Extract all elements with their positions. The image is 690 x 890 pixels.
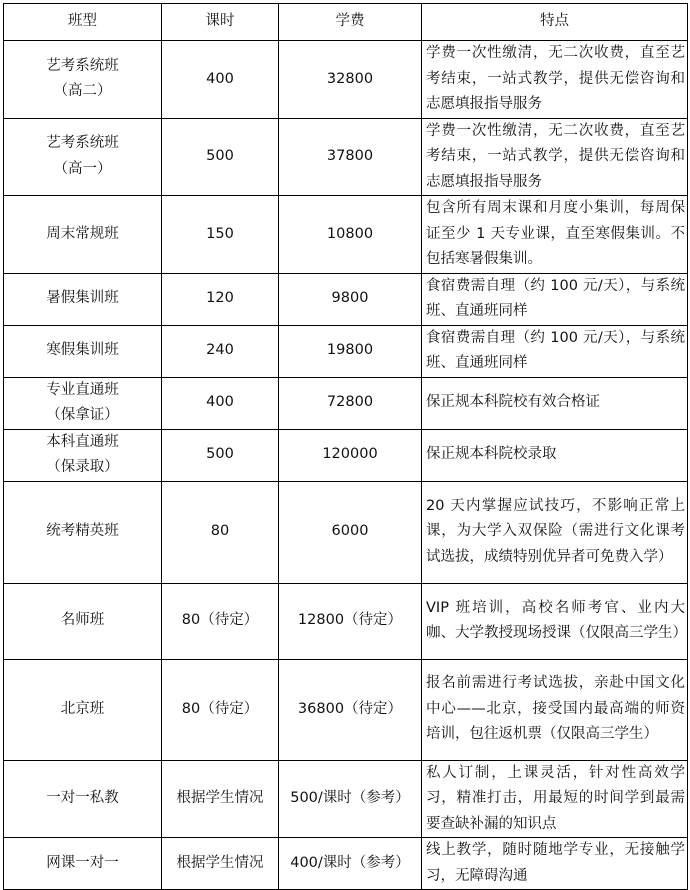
type-cell: [4, 273, 162, 325]
type-cell: [4, 429, 162, 481]
fee-cell: 32800: [279, 41, 422, 119]
feature-cell: 20 天内掌握应试技巧，不影响正常上课，为大学入双保险（需进行文化课考试选拔，成绩特别优异者可免费入学）: [422, 481, 688, 583]
type-line: 统考精英班: [46, 523, 119, 540]
feature-cell: 报名前需进行考试选拔，亲赴中国文化中心——北京，接受国内最高端的师资培训，包往返机票（仅限高三学生）: [422, 659, 688, 760]
header-row: [4, 4, 688, 41]
feature-cell: 食宿费需自理（约 100 元/天），与系统班、直通班同样: [422, 273, 688, 325]
type-line: 寒假集训班: [46, 342, 119, 359]
type-cell: [4, 760, 162, 838]
feature-cell: 保正规本科院校有效合格证: [422, 377, 688, 429]
feature-cell: 线上教学，随时随地学专业，无接触学习，无障碍沟通: [422, 838, 688, 890]
type-line: 本科直通班: [46, 433, 119, 450]
type-cell: [4, 583, 162, 659]
header-hours: 课时: [162, 4, 279, 41]
hours-cell: 400: [162, 41, 279, 119]
table-row: [4, 273, 688, 325]
table-row: [4, 481, 688, 583]
type-cell: [4, 118, 162, 196]
type-cell: [4, 377, 162, 429]
type-line: （保拿证）: [46, 407, 119, 423]
type-line: 艺考系统班: [46, 57, 119, 74]
table-row: [4, 118, 688, 196]
table-row: [4, 41, 688, 119]
type-cell: [4, 481, 162, 583]
table-row: [4, 377, 688, 429]
fee-cell: 19800: [279, 325, 422, 377]
table-row: [4, 760, 688, 838]
hours-cell: 80（待定）: [162, 583, 279, 659]
type-line: 名师班: [60, 612, 105, 629]
header-fee: 学费: [279, 4, 422, 41]
hours-cell: 150: [162, 196, 279, 274]
table-row: [4, 659, 688, 760]
table-row: [4, 838, 688, 890]
type-line: 艺考系统班: [46, 135, 119, 152]
table-row: [4, 429, 688, 481]
type-cell: [4, 41, 162, 119]
hours-cell: 240: [162, 325, 279, 377]
fee-cell: 72800: [279, 377, 422, 429]
feature-cell: 食宿费需自理（约 100 元/天），与系统班、直通班同样: [422, 325, 688, 377]
hours-cell: 根据学生情况: [162, 838, 279, 890]
fee-cell: 6000: [279, 481, 422, 583]
fee-cell: 37800: [279, 118, 422, 196]
feature-cell: 学费一次性缴清，无二次收费，直至艺考结束，一站式教学，提供无偿咨询和志愿填报指导服务: [422, 118, 688, 196]
hours-cell: 500: [162, 429, 279, 481]
hours-cell: 120: [162, 273, 279, 325]
type-line: （高一）: [53, 160, 112, 177]
type-line: 北京班: [60, 700, 105, 717]
feature-cell: VIP 班培训，高校名师考官、业内大咖、大学教授现场授课（仅限高三学生）: [422, 583, 688, 659]
table-row: [4, 325, 688, 377]
hours-cell: 500: [162, 118, 279, 196]
type-cell: [4, 325, 162, 377]
type-line: （保录取）: [46, 459, 119, 475]
type-line: 周末常规班: [46, 225, 119, 242]
type-line: 专业直通班: [46, 381, 119, 398]
header-feature: 特点: [422, 4, 688, 41]
header-type: 班型: [4, 4, 162, 41]
type-cell: [4, 196, 162, 274]
fee-cell: 500/课时（参考）: [279, 760, 422, 838]
type-cell: [4, 659, 162, 760]
type-line: 暑假集训班: [46, 290, 119, 307]
table-row: [4, 196, 688, 274]
fee-cell: 36800（待定）: [279, 659, 422, 760]
feature-cell: 学费一次性缴清，无二次收费，直至艺考结束，一站式教学，提供无偿咨询和志愿填报指导服务: [422, 41, 688, 119]
type-line: （高二）: [53, 83, 112, 100]
type-line: 网课一对一: [46, 854, 119, 871]
hours-cell: 400: [162, 377, 279, 429]
feature-cell: 私人订制，上课灵活，针对性高效学习，精准打击，用最短的时间学到最需要查缺补漏的知识点: [422, 760, 688, 838]
hours-cell: 80（待定）: [162, 659, 279, 760]
fee-cell: 400/课时（参考）: [279, 838, 422, 890]
hours-cell: 80: [162, 481, 279, 583]
fee-cell: 10800: [279, 196, 422, 274]
fee-cell: 120000: [279, 429, 422, 481]
feature-cell: 包含所有周末课和月度小集训，每周保证至少 1 天专业课，直至寒假集训。不包括寒暑假集训。: [422, 196, 688, 274]
feature-cell: 保正规本科院校录取: [422, 429, 688, 481]
table-row: [4, 583, 688, 659]
fee-table: [3, 3, 688, 890]
hours-cell: 根据学生情况: [162, 760, 279, 838]
fee-cell: 9800: [279, 273, 422, 325]
fee-cell: 12800（待定）: [279, 583, 422, 659]
type-cell: [4, 838, 162, 890]
type-line: 一对一私教: [46, 790, 119, 806]
